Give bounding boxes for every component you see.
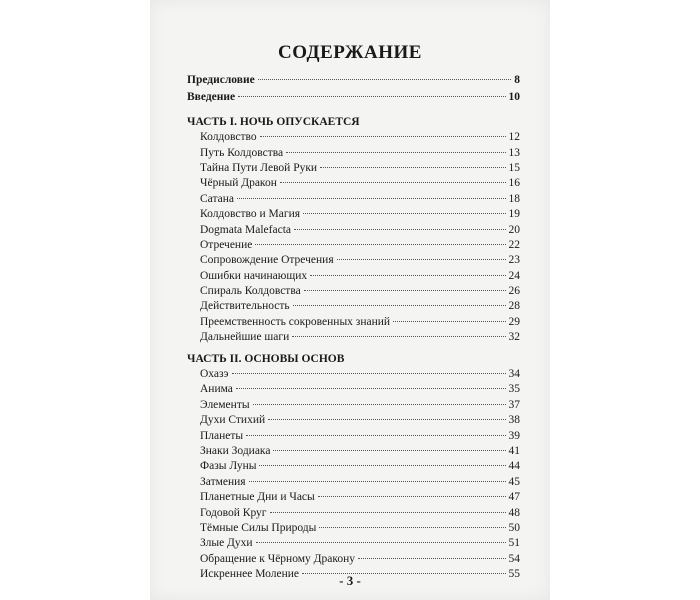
toc-entry-page: 22 — [508, 238, 520, 251]
toc-entry — [187, 459, 520, 474]
toc-entry-page: 29 — [508, 315, 520, 328]
toc-entry-page: 23 — [508, 254, 520, 267]
toc-entry-page: 54 — [508, 552, 520, 565]
toc-entry-page: 26 — [508, 285, 520, 298]
dot-leader — [303, 213, 505, 214]
toc-entry-page: 18 — [508, 192, 520, 205]
page-title: СОДЕРЖАНИЕ — [278, 42, 422, 63]
toc-entry-page: 10 — [508, 91, 520, 104]
toc-entry — [187, 475, 520, 490]
toc-entry — [187, 398, 520, 413]
toc-entry-introduction — [187, 90, 520, 105]
toc-entry — [187, 161, 520, 176]
dot-leader — [246, 435, 505, 436]
toc-entry-label: Охазэ — [200, 368, 229, 381]
toc-entry-label: Ошибки начинающих — [200, 269, 308, 282]
toc-entry-label: Годовой Круг — [200, 506, 267, 519]
toc-entry — [187, 192, 520, 207]
dot-leader — [294, 229, 506, 230]
toc-entry-page: 50 — [508, 521, 520, 534]
toc-entry — [187, 269, 520, 284]
toc-entry-page: 13 — [508, 146, 520, 159]
dot-leader — [286, 152, 505, 153]
toc-entry-label: Фазы Луны — [200, 460, 257, 473]
toc-entry-page: 38 — [508, 414, 520, 427]
toc-entry-page: 45 — [508, 475, 520, 488]
toc-entry-label: Искреннее Моление — [200, 568, 300, 581]
toc-entry-label: Сопровождение Отречения — [200, 254, 334, 267]
toc-entry — [187, 299, 520, 314]
toc-entry-page: 55 — [508, 568, 520, 581]
toc-entry — [187, 429, 520, 444]
toc-entry-page: 34 — [508, 368, 520, 381]
dot-leader — [255, 244, 505, 245]
toc-entry-label: Обращение к Чёрному Дракону — [200, 552, 355, 565]
dot-leader — [319, 527, 505, 528]
toc-entry-label: Планеты — [200, 429, 244, 442]
toc-entry — [187, 367, 520, 382]
toc-entry-label: Анима — [200, 383, 233, 396]
dot-leader — [280, 182, 506, 183]
dot-leader — [318, 496, 506, 497]
toc-parts — [187, 115, 520, 583]
toc-entry-label: Тёмные Силы Природы — [200, 521, 317, 534]
toc-entry-page: 41 — [508, 444, 520, 457]
dot-leader — [256, 542, 506, 543]
dot-leader — [237, 198, 505, 199]
dot-leader — [320, 167, 505, 168]
toc-entry-label: Сатана — [200, 192, 235, 205]
toc-entry — [187, 176, 520, 191]
toc-entry — [187, 130, 520, 145]
toc-entry-label: Предисловие — [187, 74, 255, 86]
toc-entry-page: 16 — [508, 177, 520, 190]
dot-leader — [259, 465, 505, 466]
toc-entry — [187, 521, 520, 536]
dot-leader — [270, 512, 506, 513]
dot-leader — [236, 388, 506, 389]
toc-entry-label: Преемственность сокровенных знаний — [200, 315, 391, 328]
toc-entry-page: 47 — [508, 491, 520, 504]
toc-entry-label: Действительность — [200, 300, 290, 313]
toc-entry-page: 28 — [508, 300, 520, 313]
toc-entry-label: Элементы — [200, 398, 250, 411]
dot-leader — [232, 373, 506, 374]
dot-leader — [253, 404, 506, 405]
toc-entry — [187, 284, 520, 299]
dot-leader — [260, 136, 506, 137]
toc-entry-label: Знаки Зодиака — [200, 444, 271, 457]
toc-entry-page: 12 — [508, 131, 520, 144]
toc-entry-label: Колдовство — [200, 131, 257, 144]
toc-entry-label: Введение — [187, 91, 236, 104]
toc-entry-page: 15 — [508, 161, 520, 174]
toc-entry — [187, 382, 520, 397]
toc-entry — [187, 490, 520, 505]
dot-leader — [268, 419, 505, 420]
dot-leader — [258, 79, 512, 80]
toc-entry-page: 39 — [508, 429, 520, 442]
dot-leader — [273, 450, 505, 451]
toc-entry — [187, 223, 520, 238]
toc-entry — [187, 536, 520, 551]
toc-entry — [187, 207, 520, 222]
dot-leader — [337, 259, 506, 260]
toc-entry-label: Чёрный Дракон — [200, 177, 277, 190]
dot-leader — [358, 558, 506, 559]
toc-entry-page: 35 — [508, 383, 520, 396]
dot-leader — [310, 275, 505, 276]
dot-leader — [293, 305, 506, 306]
toc-entry — [187, 238, 520, 253]
toc-entry-label: Планетные Дни и Часы — [200, 491, 315, 504]
toc-entry-preface — [187, 73, 520, 88]
dot-leader — [304, 290, 506, 291]
toc-entry — [187, 146, 520, 161]
toc-entry-page: 44 — [508, 460, 520, 473]
toc-entry — [187, 315, 520, 330]
book-page — [150, 0, 550, 600]
dot-leader — [393, 321, 505, 322]
dot-leader — [292, 336, 505, 337]
toc-entry-page: 8 — [514, 74, 520, 86]
toc-entry-page: 48 — [508, 506, 520, 519]
toc-entry-page: 51 — [508, 537, 520, 550]
toc-part-heading: ЧАСТЬ II. ОСНОВЫ ОСНОВ — [187, 352, 345, 365]
toc-entry-label: Путь Колдовства — [200, 146, 284, 159]
toc-entry-label: Dogmata Malefacta — [200, 223, 291, 236]
toc-entry-label: Затмения — [200, 475, 246, 488]
toc-entry-label: Колдовство и Магия — [200, 208, 301, 221]
toc-entry-page: 37 — [508, 398, 520, 411]
toc-entry — [187, 506, 520, 521]
page-number: - 3 - — [339, 573, 361, 588]
toc-entry-label: Отречение — [200, 238, 253, 251]
toc-entry-page: 19 — [508, 208, 520, 221]
toc-entry-label: Тайна Пути Левой Руки — [200, 161, 318, 174]
dot-leader — [249, 481, 506, 482]
toc-entry — [187, 330, 520, 345]
toc-entry — [187, 253, 520, 268]
toc-part-heading: ЧАСТЬ I. НОЧЬ ОПУСКАЕТСЯ — [187, 115, 360, 128]
table-of-contents — [187, 73, 520, 583]
toc-entry-label: Спираль Колдовства — [200, 285, 301, 298]
toc-entry — [187, 413, 520, 428]
dot-leader — [238, 96, 505, 97]
toc-entry-page: 32 — [508, 331, 520, 344]
toc-entry-label: Злые Духи — [200, 537, 253, 550]
toc-entry-page: 24 — [508, 269, 520, 282]
toc-entry-label: Дальнейшие шаги — [200, 331, 290, 344]
toc-entry-page: 20 — [508, 223, 520, 236]
toc-entry — [187, 552, 520, 567]
toc-entry-label: Духи Стихий — [200, 414, 266, 427]
toc-entry — [187, 444, 520, 459]
